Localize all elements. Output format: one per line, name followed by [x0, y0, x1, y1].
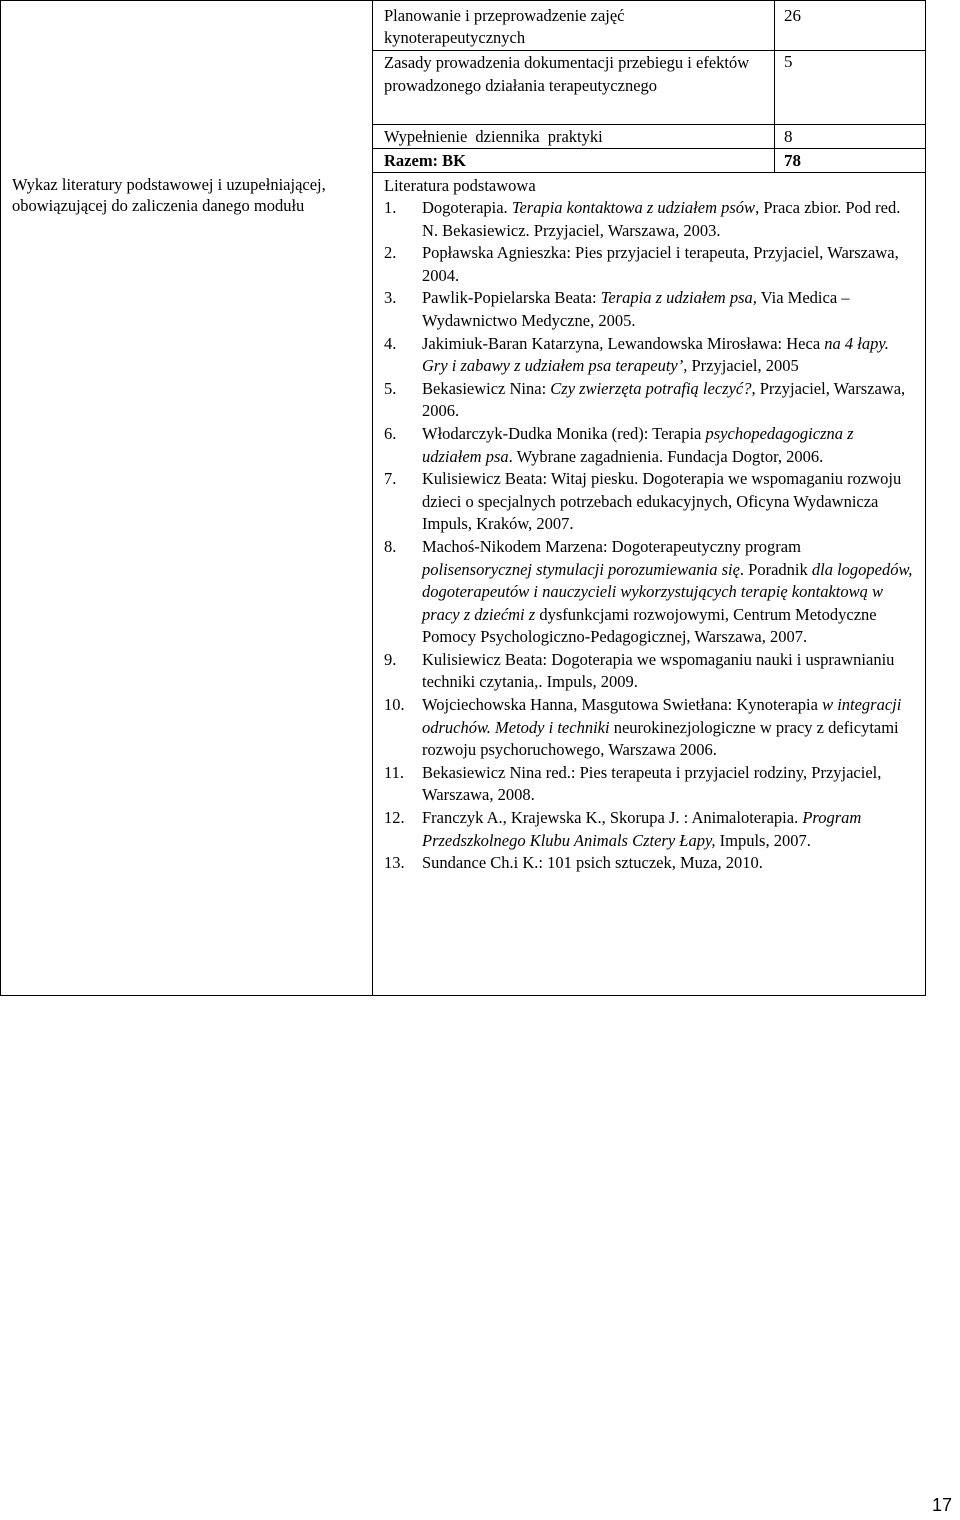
reference-text-part: Impuls, 2007. — [715, 830, 811, 850]
reference-text-part: Sundance Ch.i K.: 101 psich sztuczek, Muza, 2010. — [422, 853, 763, 873]
reference-title-italic: Czy zwierzęta potrafią leczyć? — [550, 378, 752, 398]
reference-title-italic: Terapia kontaktowa z udziałem psów — [511, 198, 756, 217]
reference-item — [384, 762, 914, 807]
reference-item — [384, 852, 914, 875]
reference-number: 5. — [384, 378, 397, 398]
reference-title-italic: polisensorycznej stymulacji porozumiewania się — [422, 559, 740, 579]
reference-text-part: Kulisiewicz Beata: Dogoterapia we wspomaganiu nauki i usprawnianiu techniki czytania,. Impuls, 2009. — [422, 649, 895, 692]
total-value: 78 — [784, 151, 801, 170]
reference-text-part: Bekasiewicz Nina: — [422, 378, 551, 398]
reference-text — [422, 469, 901, 533]
reference-title-italic: Program Przedszkolnego Klubu Animals Cztery Łapy, — [422, 808, 862, 850]
total-label: Razem: BK — [384, 151, 467, 170]
page-number: 17 — [932, 1495, 953, 1515]
reference-text-part: Włodarczyk-Dudka Monika (red): Terapia — [422, 423, 706, 443]
reference-number: 8. — [384, 536, 397, 556]
reference-text — [422, 334, 889, 376]
reference-text-part: Via Medica – Wydawnictwo Medyczne, 2005. — [422, 288, 850, 330]
reference-item — [384, 197, 914, 242]
reference-title-italic: dla logopedów, dogoterapeutów i nauczycieli wykorzystujących terapię kontaktową w pracy z dziećmi z — [422, 559, 913, 624]
reference-text-part: , Praca zbior. Pod red. N. Bekasiewicz. Przyjaciel, Warszawa, 2003. — [422, 198, 901, 240]
reference-number: 7. — [384, 469, 397, 489]
reference-text — [422, 763, 881, 805]
topic-cell: Zasady prowadzenia dokumentacji przebiegu i efektów prowadzonego działania terapeutycznego — [384, 53, 750, 95]
row-divider — [372, 172, 926, 173]
reference-text-part: Machoś-Nikodem Marzena: Dogoterapeutyczny program — [422, 536, 801, 556]
row-divider — [372, 148, 926, 149]
reference-number: 3. — [384, 288, 397, 308]
references-heading: Literatura podstawowa — [384, 176, 536, 195]
reference-item — [384, 242, 914, 287]
reference-item — [384, 287, 914, 332]
reference-text-part: Jakimiuk-Baran Katarzyna, Lewandowska Mirosława: Heca — [422, 333, 825, 353]
reference-number: 11. — [384, 762, 405, 782]
reference-text-part: Pawlik-Popielarska Beata: — [422, 288, 601, 308]
column-divider-hours — [774, 0, 775, 172]
row-divider — [372, 124, 926, 125]
reference-text-part: Wojciechowska Hanna, Masgutowa Swietłana: Kynoterapia — [422, 695, 823, 715]
reference-number: 1. — [384, 198, 397, 217]
reference-item — [384, 536, 914, 649]
reference-item — [384, 649, 914, 694]
reference-text — [422, 537, 912, 646]
reference-title-italic: psychopedagogiczna z udziałem psa — [422, 423, 854, 466]
references-list — [384, 197, 914, 875]
reference-item — [384, 694, 914, 762]
reference-text-part: dysfunkcjami rozwojowymi, Centrum Metodyczne Pomocy Psychologiczno-Pedagogicznej, Warszawa, 2007. — [422, 604, 877, 647]
reference-title-italic: w integracji odruchów. Metody i techniki — [422, 695, 902, 737]
reference-text — [422, 695, 901, 759]
column-divider-left — [372, 0, 373, 996]
reference-text — [422, 379, 905, 421]
reference-text — [422, 650, 894, 692]
hours-cell: 5 — [784, 52, 793, 71]
reference-item — [384, 468, 914, 536]
reference-text-part: Dogoterapia. — [422, 198, 512, 217]
reference-text — [422, 853, 763, 872]
topic-cell: Wypełnienie dziennika praktyki — [384, 127, 603, 146]
reference-text — [422, 243, 899, 285]
reference-number: 10. — [384, 695, 405, 715]
reference-item — [384, 807, 914, 852]
reference-text-part: Popławska Agnieszka: Pies przyjaciel i terapeuta, Przyjaciel, Warszawa, 2004. — [422, 243, 899, 285]
literature-section-label: Wykaz literatury podstawowej i uzupełniającej, obowiązującej do zaliczenia danego modułu — [12, 175, 326, 215]
reference-title-italic: na 4 łapy. Gry i zabawy z udziałem psa terapeuty’, — [422, 333, 889, 376]
reference-text — [422, 288, 850, 330]
reference-text-part: . Wybrane zagadnienia. Fundacja Dogtor, 2006. — [508, 446, 824, 466]
reference-text-part: neurokinezjologiczne w pracy z deficytami rozwoju psychoruchowego, Warszawa 2006. — [422, 717, 899, 760]
reference-number: 6. — [384, 423, 397, 443]
reference-text-part: Bekasiewicz Nina red.: Pies terapeuta i przyjaciel rodziny, Przyjaciel, Warszawa, 2008. — [422, 762, 882, 805]
reference-text-part: . Poradnik — [739, 559, 812, 579]
reference-title-italic: Terapia z udziałem psa, — [600, 288, 757, 308]
reference-text-part: , Przyjaciel, Warszawa, 2006. — [422, 378, 906, 421]
topic-cell: Planowanie i przeprowadzenie zajęć kynoterapeutycznych — [384, 6, 625, 47]
reference-item — [384, 333, 914, 378]
hours-cell: 8 — [784, 127, 793, 146]
reference-text-part: Przyjaciel, 2005 — [687, 356, 799, 376]
reference-number: 9. — [384, 649, 397, 669]
reference-text — [422, 808, 861, 850]
reference-item — [384, 378, 914, 423]
reference-text-part: Franczyk A., Krajewska K., Skorupa J. : Animaloterapia. — [422, 808, 803, 828]
reference-number: 4. — [384, 333, 397, 353]
reference-number: 13. — [384, 853, 405, 873]
reference-text-part: Kulisiewicz Beata: Witaj piesku. Dogoterapia we wspomaganiu rozwoju dzieci o specjalnych potrzebach edukacyjnych, Oficyna Wydawnicza Impuls, Kraków, 2007. — [422, 469, 902, 534]
hours-cell: 26 — [784, 6, 801, 25]
reference-item — [384, 423, 914, 468]
reference-text — [422, 198, 900, 240]
reference-number: 12. — [384, 808, 405, 828]
reference-text — [422, 424, 854, 466]
reference-number: 2. — [384, 243, 397, 263]
